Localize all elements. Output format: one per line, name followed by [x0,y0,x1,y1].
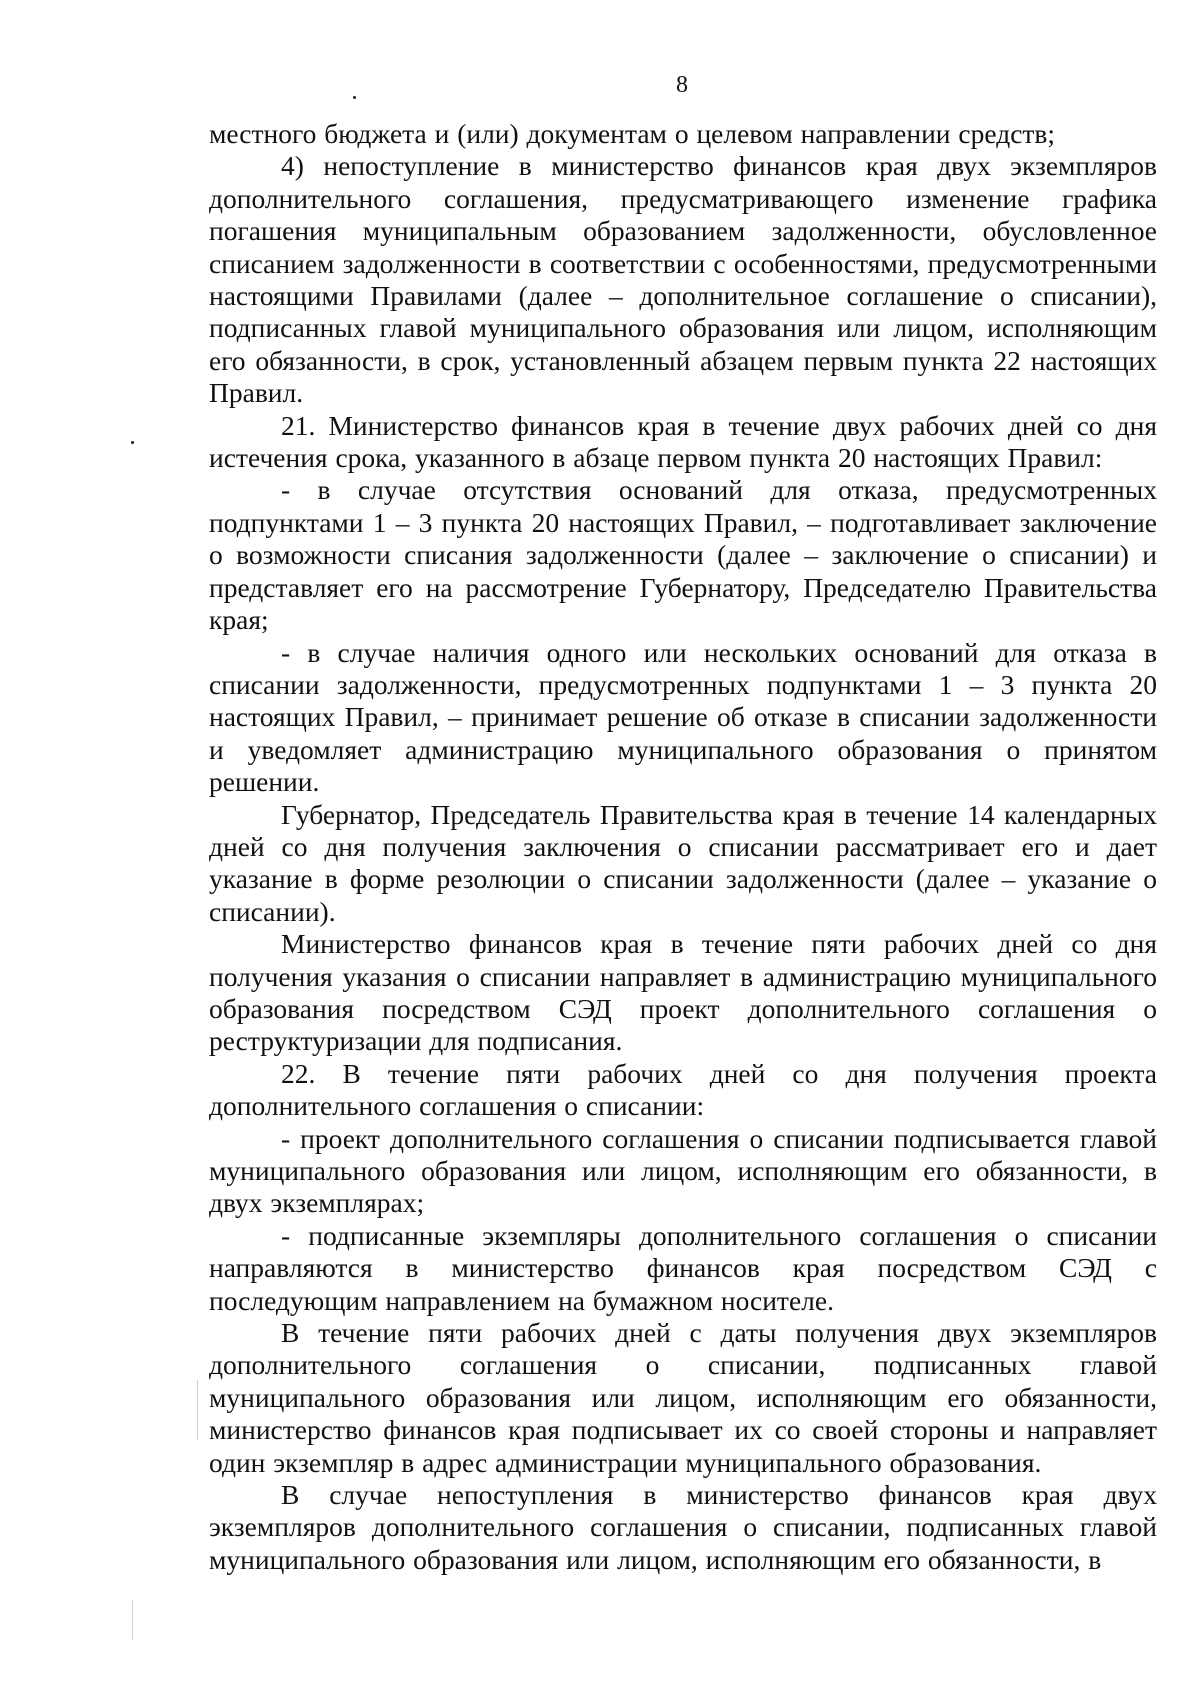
paragraph: - в случае наличия одного или нескольких оснований для отказа в списании задолженности, предусмотренных подпунктами 1 – 3 пункта 20 настоящих Правил, – принимает решение об отказе в списании задолженности и уведомляет администрацию муниципального образования о принятом решении. [209,636,1157,798]
scan-speck [131,441,134,444]
paragraph: 4) непоступление в министерство финансов края двух экземпляров дополнительного соглашения, предусматривающего изменение графика погашения муниципальным образованием задолженности, обусловленное списанием задолженности в соответствии с особенностями, предусмотренными настоящими Правилами (далее – дополнительное соглашение о списании), подписанных главой муниципального образования или лицом, исполняющим его обязанности, в срок, установленный абзацем первым пункта 22 настоящих Правил. [209,150,1157,409]
paragraph: 21. Министерство финансов края в течение двух рабочих дней со дня истечения срока, указанного в абзаце первом пункта 20 настоящих Правил: [209,409,1157,474]
paragraph: - проект дополнительного соглашения о списании подписывается главой муниципального образования или лицом, исполняющим его обязанности, в двух экземплярах; [209,1122,1157,1219]
scan-artifact-line [132,1600,133,1640]
paragraph: Губернатор, Председатель Правительства края в течение 14 календарных дней со дня получения заключения о списании рассматривает его и дает указание в форме резолюции о списании задолженности (далее – указание о списании). [209,798,1157,927]
paragraph: - подписанные экземпляры дополнительного соглашения о списании направляются в министерство финансов края посредством СЭД с последующим направлением на бумажном носителе. [209,1219,1157,1316]
paragraph: 22. В течение пяти рабочих дней со дня получения проекта дополнительного соглашения о списании: [209,1057,1157,1122]
scan-artifact-line [197,1380,198,1440]
paragraph: Министерство финансов края в течение пяти рабочих дней со дня получения указания о списании направляет в администрацию муниципального образования посредством СЭД проект дополнительного соглашения о реструктуризации для подписания. [209,928,1157,1057]
paragraph: местного бюджета и (или) документам о целевом направлении средств; [209,118,1056,149]
paragraph: - в случае отсутствия оснований для отказа, предусмотренных подпунктами 1 – 3 пункта 20 настоящих Правил, – подготавливает заключение о возможности списания задолженности (далее – заключение о списании) и представляет его на рассмотрение Губернатору, Председателю Правительства края; [209,474,1157,636]
paragraph: В течение пяти рабочих дней с даты получения двух экземпляров дополнительного соглашения о списании, подписанных главой муниципального образования или лицом, исполняющим его обязанности, министерство финансов края подписывает их со своей стороны и направляет один экземпляр в адрес администрации муниципального образования. [209,1317,1157,1478]
document-body [209,118,1157,1576]
page-number: 8 [676,72,688,98]
paragraph: В случае непоступления в министерство финансов края двух экземпляров дополнительного соглашения о списании, подписанных главой муниципального образования или лицом, исполняющим его обязанности, в [209,1479,1157,1575]
